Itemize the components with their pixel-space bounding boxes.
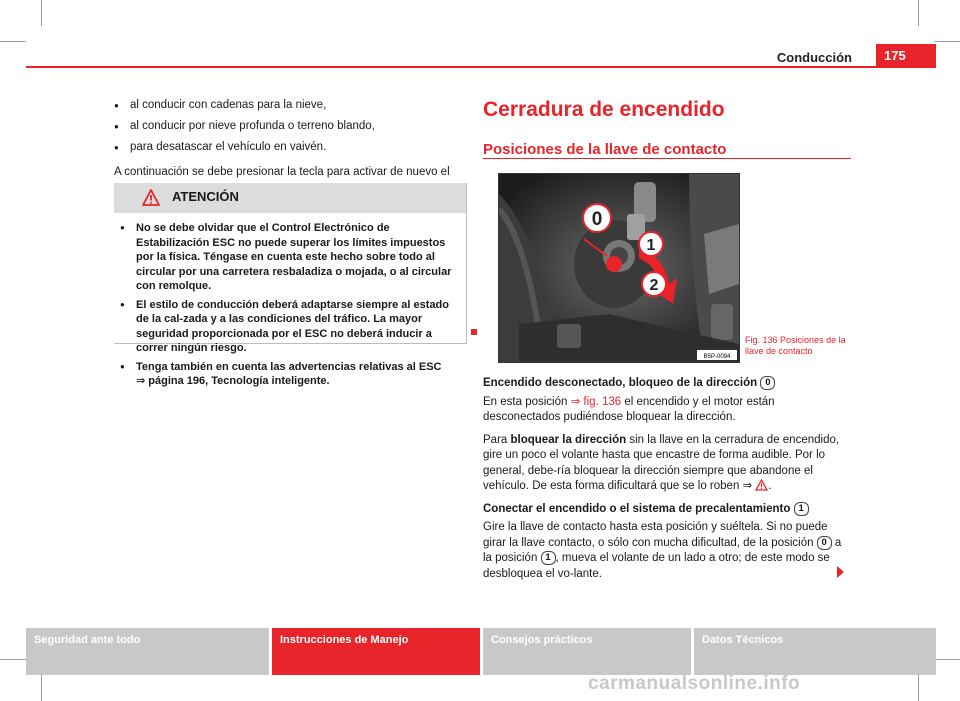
position-badge: 0 (817, 536, 832, 550)
list-item: ● al conducir con cadenas para la nieve, (114, 97, 470, 114)
position-label-2: 2 (649, 277, 659, 294)
crop-mark (41, 675, 42, 701)
paragraph-text: , mueva el volante de un lado a otro; de este modo se desbloquea el vo-lante. (483, 552, 830, 580)
subheading-off-position (483, 376, 853, 392)
bold-phrase: bloquear la dirección (510, 433, 627, 446)
subheading-ignition-on (483, 502, 853, 518)
asr-paragraph: A continuación se debe presionar la tecla para activar de nuevo el (114, 166, 450, 178)
figure-caption-text: Posiciones de la llave de contacto (745, 335, 846, 356)
paragraph-text: el encendido y el motor están desconectados pudiéndose bloquear la dirección. (483, 395, 775, 423)
paragraph-text: Gire la llave de contacto hasta esta posición y suéltela. Si no puede girar la llave contacto, o sólo con mucha dificultad, de la posición (483, 521, 828, 549)
ignition-figure (498, 173, 740, 363)
crop-mark (918, 0, 919, 26)
header-rule (26, 66, 936, 68)
list-item: ● al conducir por nieve profunda o terreno blando, (114, 118, 470, 135)
footer-tab-datos[interactable]: Datos Técnicos (694, 628, 936, 675)
warning-triangle-icon (142, 189, 160, 207)
position-badge: 0 (760, 376, 775, 390)
paragraph-text: Para (483, 433, 511, 446)
crop-mark (934, 659, 960, 660)
crop-mark (918, 675, 919, 701)
list-item: ● para desatascar el vehículo en vaivén. (114, 139, 470, 156)
watermark: carmanualsonline.info (588, 673, 801, 694)
position-badge: 1 (794, 502, 809, 516)
paragraph (483, 433, 853, 495)
figure-136-link[interactable]: ⇒ fig. 136 (570, 395, 622, 408)
footer-tab-consejos[interactable]: Consejos prácticos (483, 628, 691, 675)
warning-header (114, 183, 466, 213)
crop-mark (41, 0, 42, 26)
paragraph-text: En esta posición (483, 395, 571, 408)
subheading-text: Encendido desconectado, bloqueo de la dirección (483, 377, 758, 389)
crop-mark (934, 41, 960, 42)
subheading-text: Conectar el encendido o el sistema de precalentamiento (483, 502, 791, 515)
ignition-lock-illustration (499, 174, 739, 362)
paragraph-text: a la posición (483, 536, 842, 564)
continue-arrow-icon (837, 566, 844, 578)
figure-caption (745, 335, 855, 357)
paragraph-text: sin la llave en la cerradura de encendido, gire un poco el volante hasta que encastre de forma audible. Por lo general, debe-ría bloquear la dirección siempre que abandone el vehículo. De esta forma dificultará que se lo roben ⇒ (483, 433, 840, 492)
paragraph (483, 520, 853, 582)
right-column (483, 376, 853, 582)
paragraph-text: . (768, 480, 772, 492)
page-196-link[interactable]: ⇒ página 196, Tecnología inteligente. (136, 375, 330, 387)
footer-tab-seguridad[interactable]: Seguridad ante todo (26, 628, 269, 675)
section-end-marker (471, 329, 477, 335)
paragraph (483, 395, 853, 426)
warning-body (114, 213, 466, 389)
crop-mark (0, 41, 26, 42)
figure-code: B5P-0094 (703, 354, 731, 360)
page-number: 175 (876, 44, 936, 68)
warning-box (114, 183, 467, 387)
position-label-0: 0 (591, 209, 603, 230)
warning-reference-icon[interactable] (755, 479, 768, 491)
header-section-title: Conducción (776, 50, 852, 65)
section-subtitle: Posiciones de la llave de contacto (483, 141, 727, 158)
warning-item: ● No se debe olvidar que el Control Electrónico de Estabilización ESC no puede superar los límites impuestos por la física. Téngase en cuenta este hecho sobre todo al circular por una carretera resbaladiza o mojada, o al circular con remolque. (120, 221, 460, 294)
section-title: Cerradura de encendido (483, 98, 725, 121)
position-label-1: 1 (646, 237, 656, 254)
warning-item: ● El estilo de conducción deberá adaptarse siempre al estado de la cal-zada y a las condiciones del tráfico. La mayor seguridad proporcionada por el ESC no deberá inducir a correr ningún riesgo. (120, 298, 460, 356)
position-badge: 1 (541, 551, 556, 565)
warning-item (120, 360, 460, 389)
warning-item-text: Tenga también en cuenta las advertencias relativas al ESC (136, 360, 442, 373)
warning-title: ATENCIÓN (172, 189, 239, 204)
footer-tab-instrucciones[interactable]: Instrucciones de Manejo (272, 628, 480, 675)
figure-caption-number: Fig. 136 (745, 335, 778, 345)
crop-mark (0, 659, 26, 660)
subtitle-rule (483, 158, 851, 159)
